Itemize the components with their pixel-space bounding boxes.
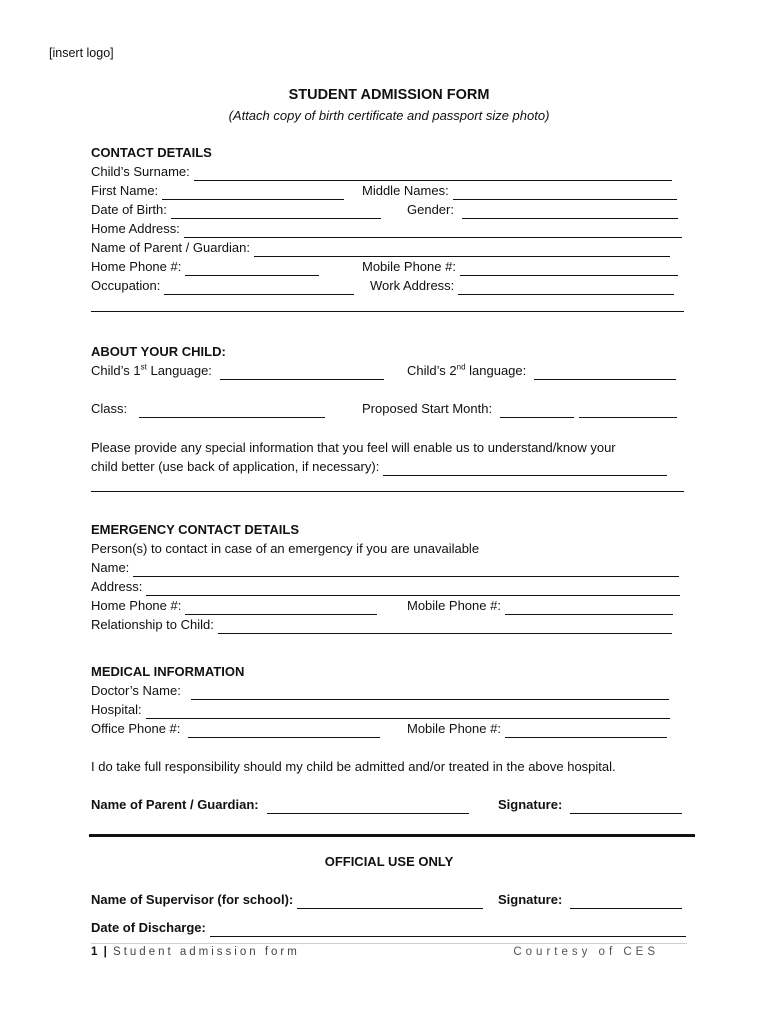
- contact-details-heading: CONTACT DETAILS: [91, 145, 212, 160]
- first-name-row: [91, 182, 344, 200]
- emergency-address-field[interactable]: [146, 581, 680, 596]
- office-phone-row: [91, 720, 380, 738]
- doctor-label: Doctor’s Name:: [91, 683, 181, 698]
- office-phone-label: Office Phone #:: [91, 721, 181, 736]
- emergency-home-phone-row: [91, 597, 377, 615]
- supervisor-field[interactable]: [297, 894, 483, 909]
- dob-label: Date of Birth:: [91, 202, 167, 217]
- second-language-row: [407, 362, 676, 380]
- emergency-heading: EMERGENCY CONTACT DETAILS: [91, 522, 300, 537]
- special-info-field[interactable]: [383, 461, 667, 476]
- emergency-address-label: Address:: [91, 579, 143, 594]
- official-signature-label: Signature:: [498, 892, 563, 907]
- emergency-home-phone-label: Home Phone #:: [91, 598, 182, 613]
- surname-row: [91, 163, 672, 181]
- medical-signature-field[interactable]: [570, 799, 682, 814]
- hospital-label: Hospital:: [91, 702, 142, 717]
- official-use-heading: OFFICIAL USE ONLY: [324, 854, 454, 869]
- parent-name-row: [91, 239, 670, 257]
- middle-names-row: [362, 182, 677, 200]
- start-month-row: [362, 400, 677, 418]
- home-address-field[interactable]: [184, 223, 682, 238]
- middle-names-field[interactable]: [453, 185, 677, 200]
- discharge-row: [91, 919, 686, 937]
- page-number: 1: [91, 946, 98, 958]
- special-info-field-continued[interactable]: [91, 490, 684, 492]
- emergency-name-row: [91, 559, 679, 577]
- section-divider: [89, 834, 695, 837]
- second-language-field[interactable]: [534, 365, 676, 380]
- work-address-field-continued[interactable]: [91, 310, 684, 312]
- official-signature-row: [498, 891, 682, 909]
- page-footer: [91, 943, 687, 958]
- medical-parent-label: Name of Parent / Guardian:: [91, 797, 259, 812]
- occupation-label: Occupation:: [91, 278, 161, 293]
- form-subtitle: (Attach copy of birth certificate and passport size photo): [228, 108, 550, 123]
- supervisor-label: Name of Supervisor (for school):: [91, 892, 294, 907]
- class-row: [91, 400, 325, 418]
- home-phone-row: [91, 258, 319, 276]
- about-child-heading: ABOUT YOUR CHILD:: [91, 344, 226, 359]
- medical-heading: MEDICAL INFORMATION: [91, 664, 245, 679]
- emergency-name-label: Name:: [91, 560, 130, 575]
- parent-name-field[interactable]: [254, 242, 670, 257]
- work-address-label: Work Address:: [370, 278, 455, 293]
- footer-separator: |: [103, 946, 107, 958]
- gender-row: [407, 201, 678, 219]
- class-label: Class:: [91, 401, 128, 416]
- mobile-phone-row: [362, 258, 678, 276]
- class-field[interactable]: [139, 403, 325, 418]
- first-language-label: Child’s 1st Language:: [91, 362, 212, 378]
- dob-field[interactable]: [171, 204, 381, 219]
- medical-signature-label: Signature:: [498, 797, 563, 812]
- gender-field[interactable]: [462, 204, 678, 219]
- first-name-label: First Name:: [91, 183, 159, 198]
- emergency-mobile-phone-label: Mobile Phone #:: [407, 598, 501, 613]
- gender-label: Gender:: [407, 202, 454, 217]
- medical-parent-field[interactable]: [267, 799, 469, 814]
- home-address-row: [91, 220, 682, 238]
- medical-mobile-phone-label: Mobile Phone #:: [407, 721, 501, 736]
- occupation-row: [91, 277, 354, 295]
- medical-signature-row: [498, 796, 682, 814]
- discharge-label: Date of Discharge:: [91, 920, 206, 935]
- medical-mobile-phone-field[interactable]: [505, 723, 667, 738]
- doctor-field[interactable]: [191, 685, 669, 700]
- home-address-label: Home Address:: [91, 221, 180, 236]
- emergency-mobile-phone-row: [407, 597, 673, 615]
- parent-name-label: Name of Parent / Guardian:: [91, 240, 250, 255]
- form-title: STUDENT ADMISSION FORM: [288, 87, 490, 103]
- supervisor-row: [91, 891, 483, 909]
- relationship-field[interactable]: [218, 619, 672, 634]
- dob-row: [91, 201, 381, 219]
- responsibility-statement: I do take full responsibility should my child be admitted and/or treated in the above hospital.: [91, 759, 616, 774]
- logo-placeholder: [insert logo]: [49, 46, 114, 60]
- surname-label: Child’s Surname:: [91, 164, 190, 179]
- first-language-row: [91, 362, 384, 380]
- hospital-row: [91, 701, 670, 719]
- discharge-field[interactable]: [210, 922, 686, 937]
- mobile-phone-field[interactable]: [460, 261, 678, 276]
- medical-parent-row: [91, 796, 469, 814]
- footer-doc-name: Student admission form: [113, 946, 300, 958]
- special-info-text: Please provide any special information that you feel will enable us to understand/know your child better (use back of application, if necessary):: [91, 438, 691, 476]
- second-language-label: Child’s 2nd language:: [407, 362, 527, 378]
- official-signature-field[interactable]: [570, 894, 682, 909]
- home-phone-label: Home Phone #:: [91, 259, 182, 274]
- work-address-row: [370, 277, 674, 295]
- footer-left: [91, 946, 300, 958]
- emergency-address-row: [91, 578, 680, 596]
- emergency-home-phone-field[interactable]: [185, 600, 377, 615]
- footer-courtesy: Courtesy of CES: [513, 946, 659, 958]
- start-year-field[interactable]: [579, 403, 677, 418]
- emergency-name-field[interactable]: [133, 562, 679, 577]
- relationship-label: Relationship to Child:: [91, 617, 214, 632]
- office-phone-field[interactable]: [188, 723, 380, 738]
- start-month-field[interactable]: [500, 403, 574, 418]
- start-month-label: Proposed Start Month:: [362, 401, 493, 416]
- relationship-row: [91, 616, 672, 634]
- first-name-field[interactable]: [162, 185, 344, 200]
- surname-field[interactable]: [194, 166, 672, 181]
- work-address-field[interactable]: [458, 280, 674, 295]
- mobile-phone-label: Mobile Phone #:: [362, 259, 456, 274]
- home-phone-field[interactable]: [185, 261, 319, 276]
- occupation-field[interactable]: [164, 280, 354, 295]
- doctor-row: [91, 682, 669, 700]
- medical-mobile-phone-row: [407, 720, 667, 738]
- emergency-intro: Person(s) to contact in case of an emergency if you are unavailable: [91, 541, 480, 556]
- hospital-field[interactable]: [146, 704, 670, 719]
- middle-names-label: Middle Names:: [362, 183, 449, 198]
- emergency-mobile-phone-field[interactable]: [505, 600, 673, 615]
- first-language-field[interactable]: [220, 365, 384, 380]
